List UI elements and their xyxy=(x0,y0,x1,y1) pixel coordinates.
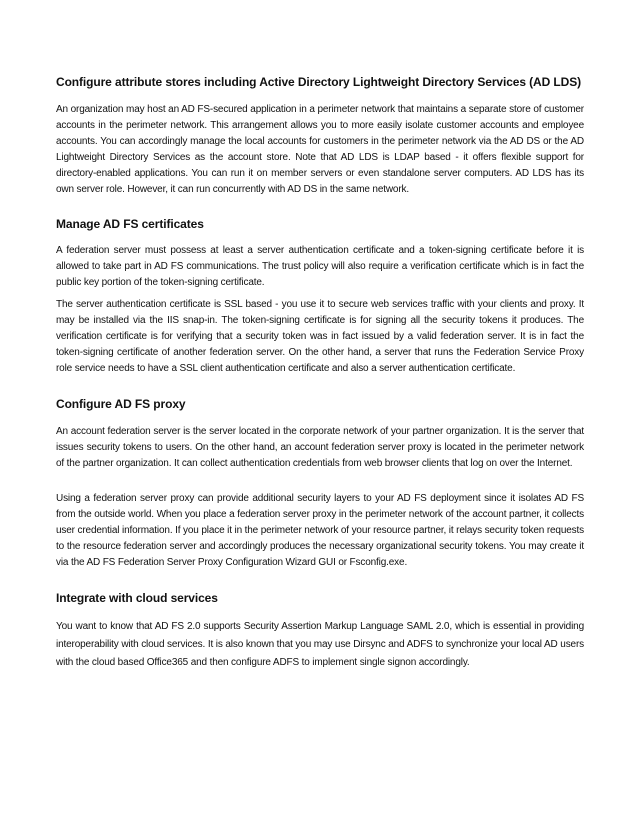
section-title-certificates: Manage AD FS certificates xyxy=(56,217,204,231)
section-title-proxy: Configure AD FS proxy xyxy=(56,397,186,411)
section-title-cloud-services: Integrate with cloud services xyxy=(56,591,218,605)
section-paragraph: Using a federation server proxy can provide additional security layers to your AD FS deployment since it isolates AD FS from the outside world. When you place a federation server proxy in the perimeter network of the account partner, it collects user credential information. If you place it in the perimeter network of your resource partner, it relays security token requests to the resource federation server and accordingly produces the necessary organizational security tokens. You may create it via the AD FS Federation Server Proxy Configuration Wizard GUI or Fsconfig.exe. xyxy=(56,493,584,568)
section-paragraph: The server authentication certificate is SSL based - you use it to secure web services traffic with your clients and proxy. It may be installed via the IIS snap-in. The token-signing certificate is for signing all the security tokens it produces. The verification certificate is for verifying that a security token was in fact issued by a valid federation server. It is in fact the token-signing certificate of another federation server. On the other hand, a server that runs the Federation Service Proxy role service needs to have a SSL client authentication certificate and also a server authentication certificate. xyxy=(56,299,584,374)
section-paragraph: A federation server must possess at least a server authentication certificate and a token-signing certificate before it is allowed to take part in AD FS communications. The trust policy will also require a verification certificate which is in fact the public key portion of the token-signing certificate. xyxy=(56,245,584,288)
section-paragraph: An organization may host an AD FS-secured application in a perimeter network that maintains a separate store of customer accounts in the perimeter network. This arrangement allows you to more easily isolate customer accounts and employee accounts. You can accordingly manage the local accounts for customers in the perimeter network via the AD DS or the AD Lightweight Directory Services as the account store. Note that AD LDS is LDAP based - it offers flexible support for directory-enabled applications. You can run it on member servers or even standalone server computers. AD LDS has its own server role. However, it can run concurrently with AD DS in the same network. xyxy=(56,104,584,195)
section-paragraph: You want to know that AD FS 2.0 supports Security Assertion Markup Language SAML 2.0, which is essential in providing interoperability with cloud services. It is also known that you may use Dirsync and ADFS to synchronize your local AD users with the cloud based Office365 and then configure ADFS to implement single signon accordingly. xyxy=(56,621,584,668)
section-title-attribute-stores: Configure attribute stores including Active Directory Lightweight Directory Services (AD LDS) xyxy=(56,75,582,89)
section-paragraph: An account federation server is the server located in the corporate network of your partner organization. It is the server that issues security tokens to users. On the other hand, an account federation server proxy is located in the perimeter network of the partner organization. It can collect authentication credentials from web browser clients that log on over the Internet. xyxy=(56,426,584,469)
